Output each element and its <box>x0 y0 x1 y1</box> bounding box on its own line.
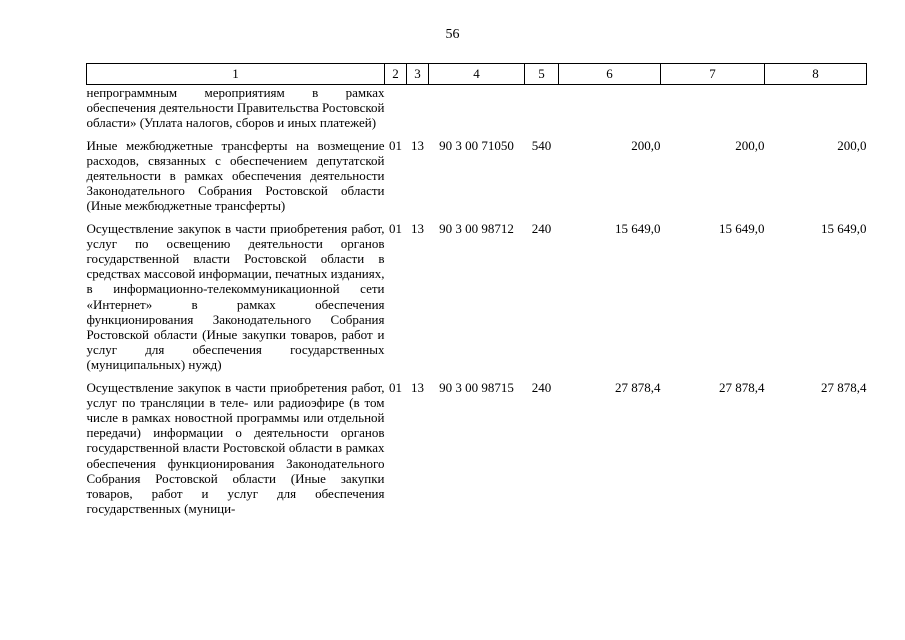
row-target-code: 90 3 00 98712 <box>439 220 514 236</box>
row-target-code: 90 3 00 98715 <box>439 379 514 395</box>
row-amount-year2: 15 649,0 <box>719 220 765 236</box>
table-row <box>87 221 867 380</box>
col-header-7: 7 <box>661 64 765 85</box>
row-amount-year3: 200,0 <box>837 137 867 153</box>
row-expense-type <box>525 85 559 138</box>
row-amount-year1: 27 878,4 <box>615 379 661 395</box>
page-number: 56 <box>445 27 460 42</box>
row-section: 01 <box>389 379 402 395</box>
table-row <box>87 380 867 517</box>
row-target-code: 90 3 00 71050 <box>439 137 514 153</box>
row-subsection: 13 <box>411 379 424 395</box>
row-amount-year3: 27 878,4 <box>821 379 867 395</box>
row-target-code <box>429 85 525 138</box>
table-row <box>87 85 867 138</box>
row-amount-year2: 200,0 <box>735 137 765 153</box>
row-section: 01 <box>389 137 402 153</box>
row-subsection <box>407 85 429 138</box>
col-header-8: 8 <box>765 64 867 85</box>
row-description: Осуществление закупок в части приобретения работ, услуг по освещению деятельности органов государственной власти Ростовской области в средствах массовой информации, печатных изданиях, в информационно-телекоммуникационной сети «Интернет» в рамках обеспечения функционирования Законодательного Собрания Ростовской области (Иные закупки товаров, работ и услуг для обеспечения государственных (муниципальных) нужд) <box>86 220 385 373</box>
row-description: Иные межбюджетные трансферты на возмещение расходов, связанных с обеспечением депутатской деятельности в рамках обеспечения деятельности Законодательного Собрания Ростовской области (Иные межбюджетные трансферты) <box>86 137 385 214</box>
row-expense-type: 240 <box>531 379 552 395</box>
row-amount-year1 <box>559 85 661 138</box>
col-header-1: 1 <box>87 64 385 85</box>
col-header-5: 5 <box>525 64 559 85</box>
row-amount-year2: 27 878,4 <box>719 379 765 395</box>
col-header-2: 2 <box>385 64 407 85</box>
row-description: непрограммным мероприятиям в рамках обеспечения деятельности Правительства Ростовской области» (Уплата налогов, сборов и иных платежей) <box>86 85 385 131</box>
row-amount-year2 <box>661 85 765 138</box>
col-header-6: 6 <box>559 64 661 85</box>
row-expense-type: 240 <box>531 220 552 236</box>
row-amount-year3: 15 649,0 <box>821 220 867 236</box>
row-description: Осуществление закупок в части приобретения работ, услуг по трансляции в теле- или радиоэфире (в том числе в рамках новостной программы или отдельной передачи) информации о деятельности органов государственной власти Ростовской области в рамках обеспечения функционирования Законодательного Собрания Ростовской области (Иные закупки товаров, работ и услуг для обеспечения государственных (муници- <box>86 379 385 517</box>
col-header-4: 4 <box>429 64 525 85</box>
row-section: 01 <box>389 220 402 236</box>
col-header-3: 3 <box>407 64 429 85</box>
row-expense-type: 540 <box>531 137 552 153</box>
row-subsection: 13 <box>411 137 424 153</box>
header-row <box>87 64 867 85</box>
row-section <box>385 85 407 138</box>
row-amount-year3 <box>765 85 867 138</box>
row-amount-year1: 200,0 <box>631 137 661 153</box>
row-subsection: 13 <box>411 220 424 236</box>
table-row <box>87 138 867 221</box>
budget-table <box>86 63 867 516</box>
row-amount-year1: 15 649,0 <box>615 220 661 236</box>
